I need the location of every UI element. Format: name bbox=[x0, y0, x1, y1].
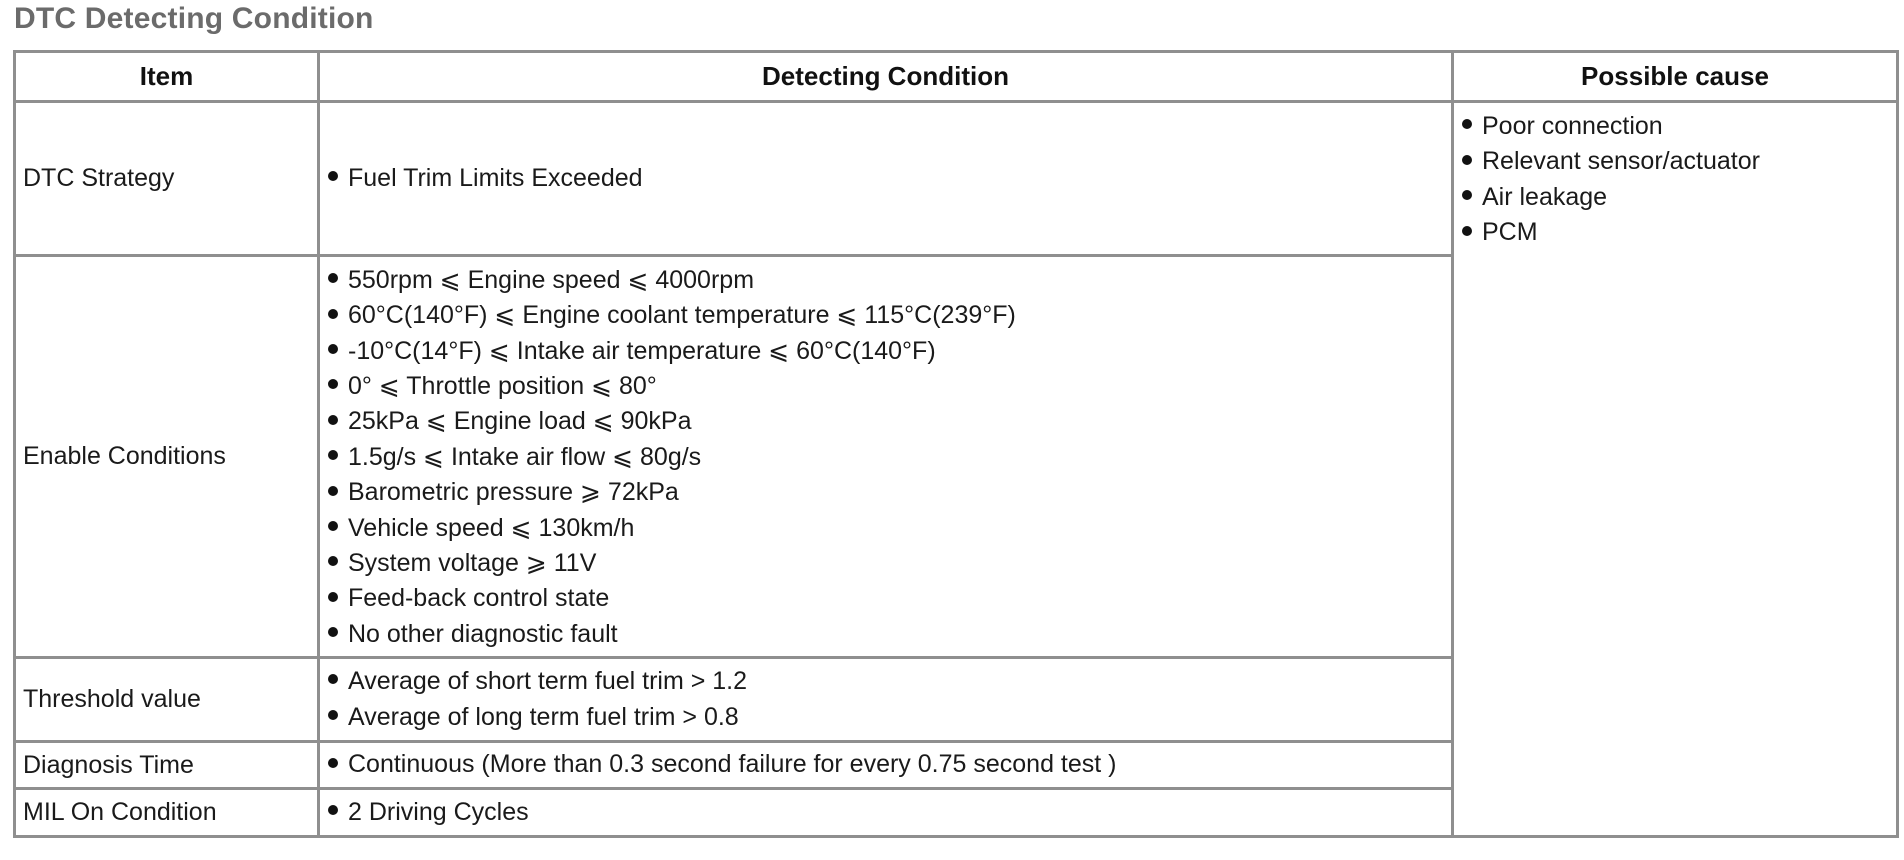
list-item bbox=[328, 700, 1451, 735]
item-cell: Diagnosis Time bbox=[15, 742, 319, 789]
table-row bbox=[15, 102, 1898, 256]
condition-cell bbox=[319, 256, 1453, 658]
condition-list bbox=[328, 664, 1451, 735]
condition-cell bbox=[319, 742, 1453, 789]
list-item bbox=[328, 404, 1451, 439]
bullet-icon bbox=[328, 415, 338, 425]
condition-list bbox=[328, 795, 1451, 830]
condition-text: Feed-back control state bbox=[348, 584, 610, 613]
list-item bbox=[1462, 215, 1896, 250]
list-item bbox=[1462, 180, 1896, 215]
list-item bbox=[328, 581, 1451, 616]
condition-text: 25kPa ⩽ Engine load ⩽ 90kPa bbox=[348, 407, 692, 436]
bullet-icon bbox=[1462, 155, 1472, 165]
condition-text: Barometric pressure ⩾ 72kPa bbox=[348, 478, 679, 507]
condition-text: Vehicle speed ⩽ 130km/h bbox=[348, 513, 635, 542]
item-cell: DTC Strategy bbox=[15, 102, 319, 256]
column-header-cause: Possible cause bbox=[1453, 52, 1898, 102]
possible-cause-cell bbox=[1453, 102, 1898, 837]
condition-text: System voltage ⩾ 11V bbox=[348, 549, 597, 578]
list-item bbox=[328, 161, 1451, 196]
bullet-icon bbox=[328, 674, 338, 684]
condition-text: Average of short term fuel trim > 1.2 bbox=[348, 667, 748, 696]
list-item bbox=[328, 440, 1451, 475]
dtc-table bbox=[13, 50, 1899, 838]
bullet-icon bbox=[328, 309, 338, 319]
condition-list bbox=[328, 747, 1451, 782]
bullet-icon bbox=[328, 486, 338, 496]
bullet-icon bbox=[1462, 119, 1472, 129]
table-header-row bbox=[15, 52, 1898, 102]
list-item bbox=[328, 664, 1451, 699]
bullet-icon bbox=[328, 627, 338, 637]
list-item bbox=[328, 617, 1451, 652]
list-item bbox=[328, 511, 1451, 546]
list-item bbox=[328, 747, 1451, 782]
item-cell: Threshold value bbox=[15, 658, 319, 742]
condition-text: 550rpm ⩽ Engine speed ⩽ 4000rpm bbox=[348, 265, 755, 294]
condition-text: -10°C(14°F) ⩽ Intake air temperature ⩽ 60°C(140°F) bbox=[348, 336, 936, 365]
list-item bbox=[328, 263, 1451, 298]
page-title: DTC Detecting Condition bbox=[14, 2, 374, 35]
list-item bbox=[328, 475, 1451, 510]
cause-text: Poor connection bbox=[1482, 112, 1663, 140]
column-header-item: Item bbox=[15, 52, 319, 102]
bullet-icon bbox=[328, 521, 338, 531]
condition-cell bbox=[319, 102, 1453, 256]
cause-list bbox=[1462, 109, 1896, 251]
cause-text: PCM bbox=[1482, 218, 1538, 247]
bullet-icon bbox=[328, 556, 338, 566]
condition-text: No other diagnostic fault bbox=[348, 619, 618, 648]
bullet-icon bbox=[328, 273, 338, 283]
condition-text: 0° ⩽ Throttle position ⩽ 80° bbox=[348, 371, 657, 400]
list-item bbox=[328, 298, 1451, 333]
list-item bbox=[1462, 144, 1896, 179]
condition-list bbox=[328, 161, 1451, 196]
condition-text: 2 Driving Cycles bbox=[348, 797, 529, 826]
item-cell: Enable Conditions bbox=[15, 256, 319, 658]
bullet-icon bbox=[1462, 226, 1472, 236]
list-item bbox=[328, 369, 1451, 404]
bullet-icon bbox=[328, 171, 338, 181]
list-item bbox=[328, 334, 1451, 369]
condition-text: 1.5g/s ⩽ Intake air flow ⩽ 80g/s bbox=[348, 442, 702, 471]
condition-text: 60°C(140°F) ⩽ Engine coolant temperature ⩽ 115°C(239°F) bbox=[348, 301, 1016, 330]
condition-text: Continuous (More than 0.3 second failure for every 0.75 second test ) bbox=[348, 750, 1117, 779]
list-item bbox=[328, 795, 1451, 830]
condition-text: Average of long term fuel trim > 0.8 bbox=[348, 702, 739, 731]
column-header-condition: Detecting Condition bbox=[319, 52, 1453, 102]
item-cell: MIL On Condition bbox=[15, 789, 319, 837]
bullet-icon bbox=[328, 379, 338, 389]
bullet-icon bbox=[328, 710, 338, 720]
list-item bbox=[328, 546, 1451, 581]
list-item bbox=[1462, 109, 1896, 144]
bullet-icon bbox=[328, 805, 338, 815]
cause-text: Relevant sensor/actuator bbox=[1482, 147, 1760, 176]
condition-cell bbox=[319, 789, 1453, 837]
cause-text: Air leakage bbox=[1482, 182, 1608, 211]
bullet-icon bbox=[328, 344, 338, 354]
condition-list bbox=[328, 263, 1451, 652]
condition-cell bbox=[319, 658, 1453, 742]
condition-text: Fuel Trim Limits Exceeded bbox=[348, 163, 643, 192]
bullet-icon bbox=[1462, 190, 1472, 200]
bullet-icon bbox=[328, 758, 338, 768]
bullet-icon bbox=[328, 450, 338, 460]
bullet-icon bbox=[328, 592, 338, 602]
